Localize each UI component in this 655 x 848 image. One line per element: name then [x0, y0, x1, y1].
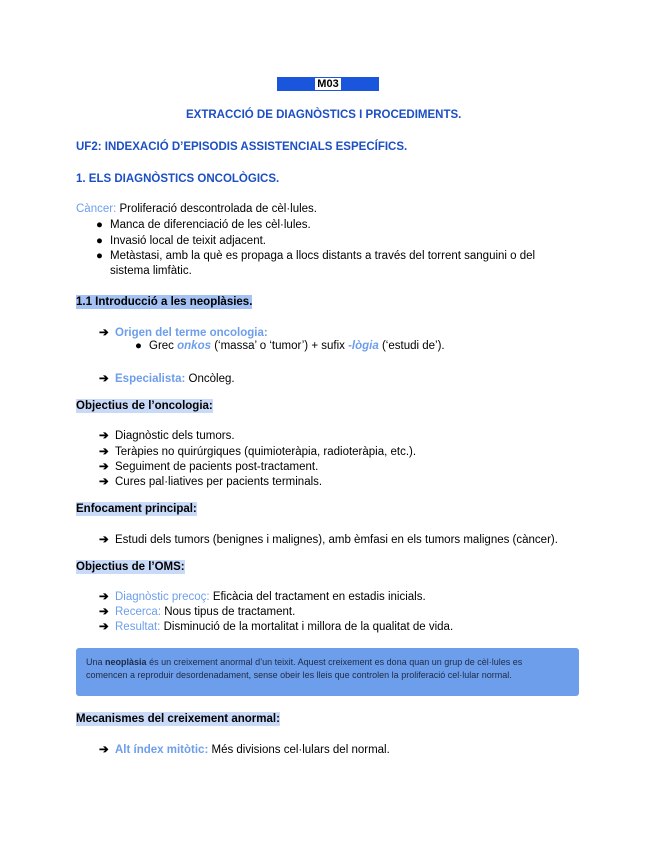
intro-heading: 1.1 Introducció a les neoplàsies. — [76, 296, 253, 308]
unit-title: UF2: INDEXACIÓ D’EPISODIS ASSISTENCIALS ESPECÍFICS. — [76, 141, 408, 153]
who-item: ➔ Resultat: Disminució de la mortalitat i millora de la qualitat de vida. — [99, 621, 454, 633]
list-item: ● Metàstasi, amb la què es propaga a llocs distants a través del torrent sanguini o del — [96, 250, 536, 262]
module-label: M03 — [317, 78, 339, 90]
specialist-item: ➔ Especialista: Oncòleg. — [99, 373, 235, 385]
neoplasia-note: Una neoplàsia és un creixement anormal d’un teixit. Aquest creixement es dona quan un grup de cèl·lules es comencen a reproduir desordenadament, sense obeir les lleis que controlen la proliferació cel·lular normal. — [76, 648, 579, 696]
cancer-definition — [76, 203, 317, 215]
mechanism-item: ➔ Alt índex mitòtic: Més divisions cel·lulars del normal. — [99, 744, 390, 756]
focus-item: ➔ Estudi dels tumors (benignes i malignes), amb èmfasi en els tumors malignes (càncer). — [99, 534, 558, 546]
list-item-continuation: sistema limfàtic. — [110, 265, 192, 277]
list-item: ➔ Seguiment de pacients post-tractament. — [99, 461, 319, 473]
mechanisms-heading: Mecanismes del creixement anormal: — [76, 713, 280, 725]
list-item: ➔ Diagnòstic dels tumors. — [99, 430, 235, 442]
list-item: ● Manca de diferenciació de les cèl·lules. — [96, 219, 311, 231]
objectives-heading: Objectius de l’oncologia: — [76, 400, 213, 412]
module-badge — [277, 77, 379, 91]
document-title: EXTRACCIÓ DE DIAGNÒSTICS I PROCEDIMENTS. — [186, 109, 462, 121]
who-heading: Objectius de l’OMS: — [76, 561, 185, 573]
cancer-definition-text: Proliferació descontrolada de cèl·lules. — [119, 203, 318, 215]
origin-item: ➔ Origen del terme oncologia: — [99, 327, 268, 339]
list-item: ● Invasió local de teixit adjacent. — [96, 235, 266, 247]
origin-word-onkos: onkos — [177, 340, 211, 352]
section-title: 1. ELS DIAGNÒSTICS ONCOLÒGICS. — [76, 173, 280, 185]
who-item: ➔ Diagnòstic precoç: Eficàcia del tractament en estadis inicials. — [99, 591, 426, 603]
who-item: ➔ Recerca: Nous tipus de tractament. — [99, 606, 296, 618]
cancer-term: Càncer: — [76, 203, 117, 215]
origin-word-logia: -lògia — [348, 340, 379, 352]
list-item: ➔ Cures pal·liatives per pacients terminals. — [99, 476, 323, 488]
focus-heading: Enfocament principal: — [76, 503, 197, 515]
origin-detail: ● Grec onkos (‘massa’ o ‘tumor’) + sufix -lògia (‘estudi de’). — [135, 340, 445, 352]
list-item: ➔ Teràpies no quirúrgiques (quimioteràpia, radioteràpia, etc.). — [99, 446, 417, 458]
